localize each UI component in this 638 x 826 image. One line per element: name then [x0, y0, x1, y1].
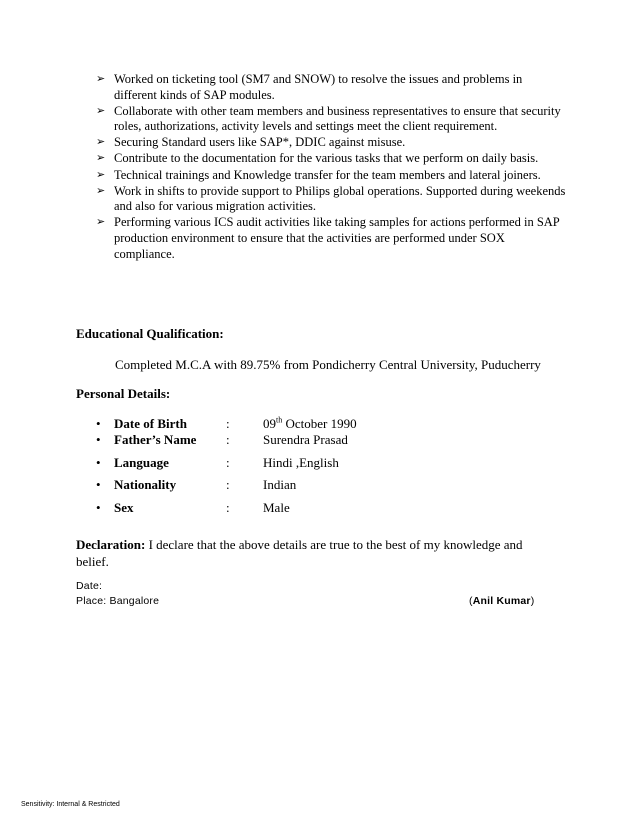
language-value: Hindi ,English — [263, 455, 339, 470]
date-label: Date: — [76, 580, 103, 592]
arrow-bullet-icon: ➢ — [96, 73, 106, 85]
bullet-text: Collaborate with other team members and business representatives to ensure that security roles, authorizations, activity levels and settings meet the client requirement. — [114, 103, 561, 134]
father-row — [96, 432, 556, 450]
signature: (Anil Kumar) — [469, 595, 535, 607]
list-item — [96, 151, 566, 167]
arrow-bullet-icon: ➢ — [96, 104, 106, 117]
language-label: Language — [114, 455, 169, 470]
nationality-label: Nationality — [114, 477, 177, 492]
bullet-text: Performing various ICS audit activities like taking samples for actions performed in SAP production environment to ensure that the activities are performed under SOX compliance. — [114, 215, 560, 261]
dob-label: Date of Birth — [114, 416, 187, 431]
sex-value: Male — [263, 500, 290, 515]
sensitivity-label: Sensitivity: Internal & Restricted — [21, 801, 120, 808]
sex-label: Sex — [114, 500, 134, 515]
dot-bullet-icon: • — [96, 416, 101, 431]
bullet-text: Contribute to the documentation for the various tasks that we perform on daily basis. — [114, 151, 539, 166]
dob-value: 09th October 1990 — [263, 415, 357, 431]
nationality-row — [96, 477, 556, 495]
list-item — [96, 104, 566, 135]
list-item — [96, 215, 566, 262]
separator: : — [226, 432, 230, 447]
dot-bullet-icon: • — [96, 432, 101, 447]
list-item — [96, 135, 566, 151]
nationality-value: Indian — [263, 477, 297, 492]
education-heading: Educational Qualification: — [76, 326, 224, 341]
declaration-label: Declaration: — [76, 537, 146, 552]
place-label: Place: Bangalore — [76, 595, 160, 607]
arrow-bullet-icon: ➢ — [96, 152, 106, 165]
education-text: Completed M.C.A with 89.75% from Pondicherry Central University, Puducherry — [115, 357, 541, 372]
dot-bullet-icon: • — [96, 500, 101, 515]
separator: : — [226, 455, 230, 470]
dot-bullet-icon: • — [96, 455, 101, 470]
sex-row — [96, 500, 556, 518]
arrow-bullet-icon: ➢ — [96, 136, 106, 149]
language-row — [96, 455, 556, 473]
list-item — [96, 72, 566, 103]
bullet-text: Securing Standard users like SAP*, DDIC against misuse. — [114, 135, 406, 150]
declaration — [76, 536, 546, 570]
bullet-text: Worked on ticketing tool (SM7 and SNOW) to resolve the issues and problems in different kinds of SAP modules. — [114, 72, 523, 102]
arrow-bullet-icon: ➢ — [96, 184, 106, 197]
arrow-bullet-icon: ➢ — [96, 168, 106, 181]
experience-bullet-list — [96, 72, 566, 263]
personal-details-heading: Personal Details: — [76, 386, 171, 401]
declaration-text: I declare that the above details are true to the best of my knowledge and belief. — [76, 537, 523, 569]
signature-name: Anil Kumar — [472, 595, 531, 607]
father-label: Father’s Name — [114, 432, 197, 447]
list-item — [96, 168, 566, 184]
separator: : — [226, 477, 230, 492]
bullet-text: Work in shifts to provide support to Philips global operations. Supported during weekends and also for various migration activities. — [114, 183, 566, 214]
father-value: Surendra Prasad — [263, 432, 348, 447]
dot-bullet-icon: • — [96, 477, 101, 492]
list-item — [96, 184, 566, 215]
bullet-text: Technical trainings and Knowledge transfer for the team members and lateral joiners. — [114, 167, 541, 182]
separator: : — [226, 416, 230, 431]
arrow-bullet-icon: ➢ — [96, 216, 106, 229]
separator: : — [226, 500, 230, 515]
